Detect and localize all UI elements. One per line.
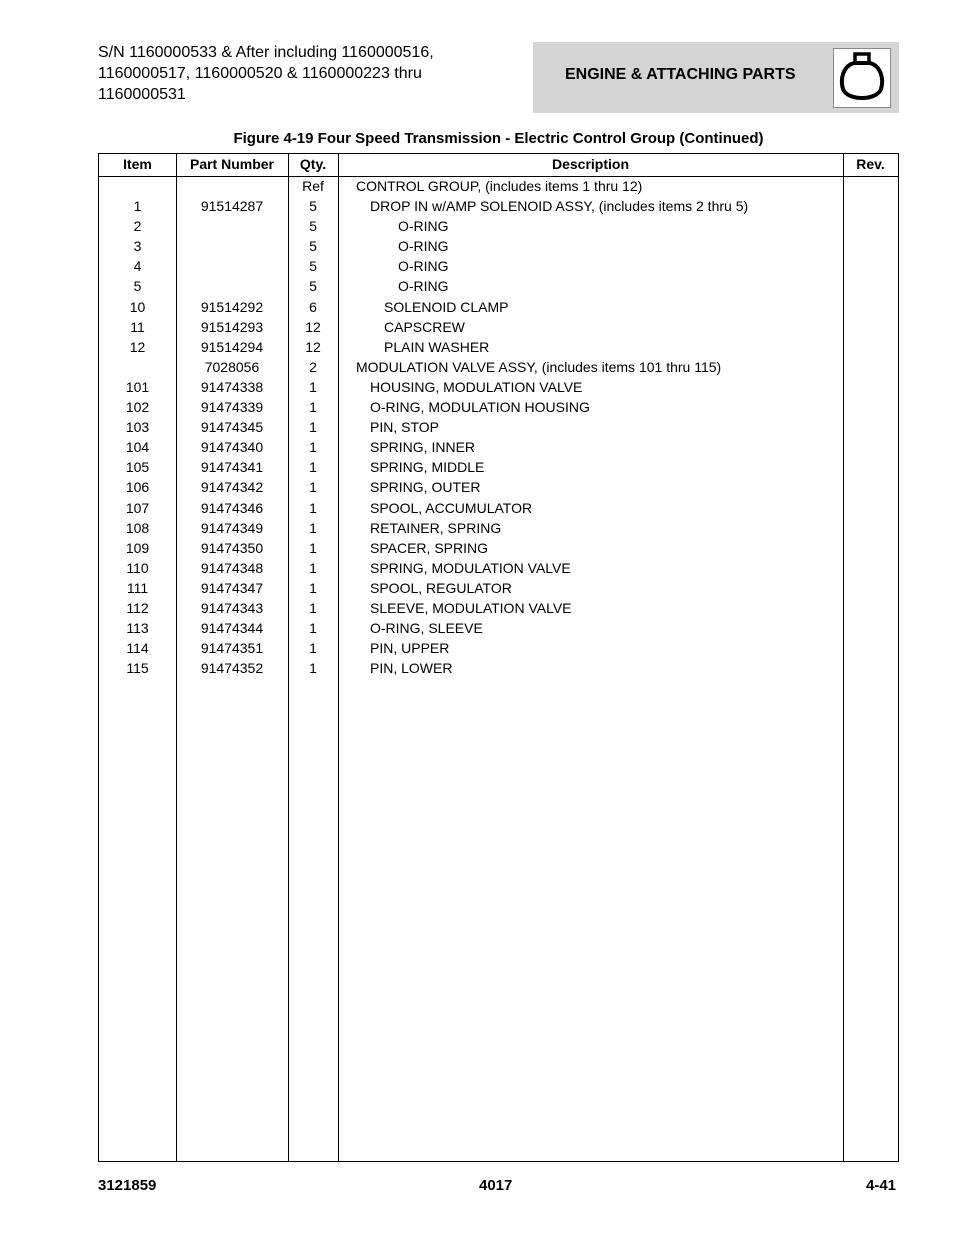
table-row — [99, 297, 898, 317]
qty-cell: 1 — [309, 640, 317, 657]
column-header-description: Description — [551, 156, 629, 172]
table-row — [99, 498, 898, 518]
item-cell: 110 — [126, 559, 149, 576]
serial-line: S/N 1160000533 & After including 1160000516, — [98, 44, 434, 61]
description-cell: HOUSING, MODULATION VALVE — [370, 378, 583, 395]
description-cell: PLAIN WASHER — [384, 338, 490, 355]
table-row — [99, 176, 898, 196]
table-row — [99, 477, 898, 497]
serial-line: 1160000517, 1160000520 & 1160000223 thru — [98, 65, 422, 82]
part-number-cell: 91474352 — [200, 660, 264, 677]
table-row — [99, 196, 898, 216]
qty-cell: Ref — [302, 178, 324, 194]
parts-table — [98, 153, 899, 1162]
item-cell: 111 — [126, 579, 149, 596]
table-row — [99, 397, 898, 417]
table-row — [99, 216, 898, 236]
description-cell: CAPSCREW — [384, 318, 465, 335]
description-cell: SLEEVE, MODULATION VALVE — [370, 599, 572, 616]
figure-title: Figure 4-19 Four Speed Transmission - Electric Control Group (Continued) — [233, 130, 764, 147]
item-cell: 102 — [125, 399, 150, 416]
description-cell: SOLENOID CLAMP — [384, 298, 509, 315]
part-number-cell: 91474347 — [200, 579, 264, 596]
part-number-cell: 91474350 — [200, 539, 264, 556]
qty-cell: 5 — [309, 218, 317, 235]
description-cell: RETAINER, SPRING — [370, 519, 502, 536]
item-cell: 109 — [125, 539, 150, 556]
item-cell: 108 — [125, 519, 150, 536]
table-row — [99, 457, 898, 477]
description-cell: SPRING, OUTER — [370, 479, 481, 496]
qty-cell: 5 — [309, 258, 317, 275]
table-row — [99, 377, 898, 397]
item-cell: 4 — [133, 258, 142, 275]
table-row — [99, 518, 898, 538]
description-cell: O-RING — [398, 218, 449, 235]
table-row — [99, 357, 898, 377]
description-cell: O-RING, SLEEVE — [370, 620, 483, 637]
footer-page-number: 4-41 — [866, 1177, 897, 1194]
qty-cell: 5 — [309, 278, 317, 295]
item-cell: 112 — [126, 599, 149, 616]
qty-cell: 1 — [309, 519, 317, 536]
qty-cell: 1 — [309, 559, 317, 576]
item-cell: 105 — [125, 459, 150, 476]
item-cell: 114 — [126, 640, 149, 657]
column-header-qty: Qty. — [299, 156, 327, 172]
table-row — [99, 276, 898, 296]
part-number-cell: 91474339 — [200, 399, 264, 416]
part-number-cell: 91474346 — [200, 499, 264, 516]
part-number-cell: 91474345 — [200, 419, 264, 436]
item-cell: 10 — [129, 298, 146, 315]
table-row — [99, 256, 898, 276]
qty-cell: 1 — [309, 378, 317, 395]
qty-cell: 5 — [309, 238, 317, 255]
item-cell: 113 — [126, 620, 149, 637]
qty-cell: 6 — [309, 298, 317, 315]
table-row — [99, 538, 898, 558]
footer-document-number: 3121859 — [98, 1177, 157, 1194]
table-row — [99, 638, 898, 658]
qty-cell: 2 — [309, 358, 317, 375]
qty-cell: 1 — [309, 399, 317, 416]
description-cell: PIN, UPPER — [370, 640, 450, 657]
part-number-cell: 91474342 — [200, 479, 264, 496]
column-header-part-number: Part Number — [189, 156, 275, 172]
table-row — [99, 417, 898, 437]
table-row — [99, 437, 898, 457]
description-cell: SPRING, MIDDLE — [370, 459, 485, 476]
item-cell: 5 — [133, 278, 142, 295]
table-row — [99, 578, 898, 598]
description-cell: O-RING — [398, 258, 449, 275]
part-number-cell: 91474341 — [200, 459, 264, 476]
qty-cell: 1 — [309, 539, 317, 556]
qty-cell: 5 — [309, 198, 317, 215]
qty-cell: 1 — [309, 419, 317, 436]
item-cell: 101 — [125, 378, 150, 395]
item-cell: 11 — [130, 318, 145, 335]
footer-model: 4017 — [479, 1177, 513, 1194]
qty-cell: 1 — [309, 660, 317, 677]
description-cell: SPRING, MODULATION VALVE — [370, 559, 571, 576]
part-number-cell: 91474338 — [200, 378, 264, 395]
table-row — [99, 317, 898, 337]
item-cell: 12 — [129, 338, 146, 355]
description-cell: SPACER, SPRING — [370, 539, 488, 556]
engine-icon — [833, 48, 891, 108]
table-body — [99, 176, 898, 678]
table-row — [99, 598, 898, 618]
column-header-item: Item — [123, 156, 152, 172]
part-number-cell: 91474340 — [200, 439, 264, 456]
item-cell: 104 — [125, 439, 150, 456]
section-title: ENGINE & ATTACHING PARTS — [565, 66, 796, 83]
item-cell: 115 — [126, 660, 149, 677]
part-number-cell: 91474344 — [200, 620, 264, 637]
qty-cell: 1 — [309, 499, 317, 516]
part-number-cell: 91474348 — [200, 559, 264, 576]
column-header-rev: Rev. — [856, 156, 885, 172]
qty-cell: 1 — [309, 599, 317, 616]
description-cell: O-RING, MODULATION HOUSING — [370, 399, 590, 416]
part-number-cell: 91474351 — [200, 640, 264, 657]
qty-cell: 1 — [309, 620, 317, 637]
section-header-box — [533, 42, 899, 113]
description-cell: CONTROL GROUP, (includes items 1 thru 12) — [356, 178, 643, 194]
part-number-cell: 7028056 — [204, 358, 260, 375]
item-cell: 107 — [125, 499, 150, 516]
description-cell: O-RING — [398, 238, 449, 255]
part-number-cell: 91514292 — [200, 298, 264, 315]
item-cell: 3 — [133, 238, 142, 255]
item-cell: 103 — [125, 419, 150, 436]
qty-cell: 1 — [309, 459, 317, 476]
qty-cell: 1 — [309, 439, 317, 456]
table-row — [99, 337, 898, 357]
description-cell: SPRING, INNER — [370, 439, 476, 456]
table-row — [99, 558, 898, 578]
part-number-cell: 91514293 — [200, 318, 264, 335]
qty-cell: 12 — [305, 338, 321, 355]
qty-cell: 12 — [305, 318, 321, 335]
table-row — [99, 618, 898, 638]
qty-cell: 1 — [309, 579, 317, 596]
item-cell: 106 — [125, 479, 150, 496]
description-cell: O-RING — [398, 278, 449, 295]
description-cell: DROP IN w/AMP SOLENOID ASSY, (includes items 2 thru 5) — [370, 198, 749, 215]
description-cell: MODULATION VALVE ASSY, (includes items 101 thru 115) — [356, 358, 722, 375]
serial-line: 1160000531 — [98, 86, 186, 103]
qty-cell: 1 — [309, 479, 317, 496]
part-number-cell: 91514287 — [200, 198, 264, 215]
description-cell: SPOOL, REGULATOR — [370, 579, 512, 596]
description-cell: PIN, LOWER — [370, 660, 453, 677]
description-cell: PIN, STOP — [370, 419, 439, 436]
item-cell: 2 — [133, 218, 142, 235]
part-number-cell: 91474349 — [200, 519, 264, 536]
serial-number-range — [98, 42, 518, 105]
part-number-cell: 91474343 — [200, 599, 264, 616]
table-row — [99, 236, 898, 256]
description-cell: SPOOL, ACCUMULATOR — [370, 499, 533, 516]
table-row — [99, 658, 898, 678]
part-number-cell: 91514294 — [200, 338, 264, 355]
item-cell: 1 — [133, 198, 142, 215]
